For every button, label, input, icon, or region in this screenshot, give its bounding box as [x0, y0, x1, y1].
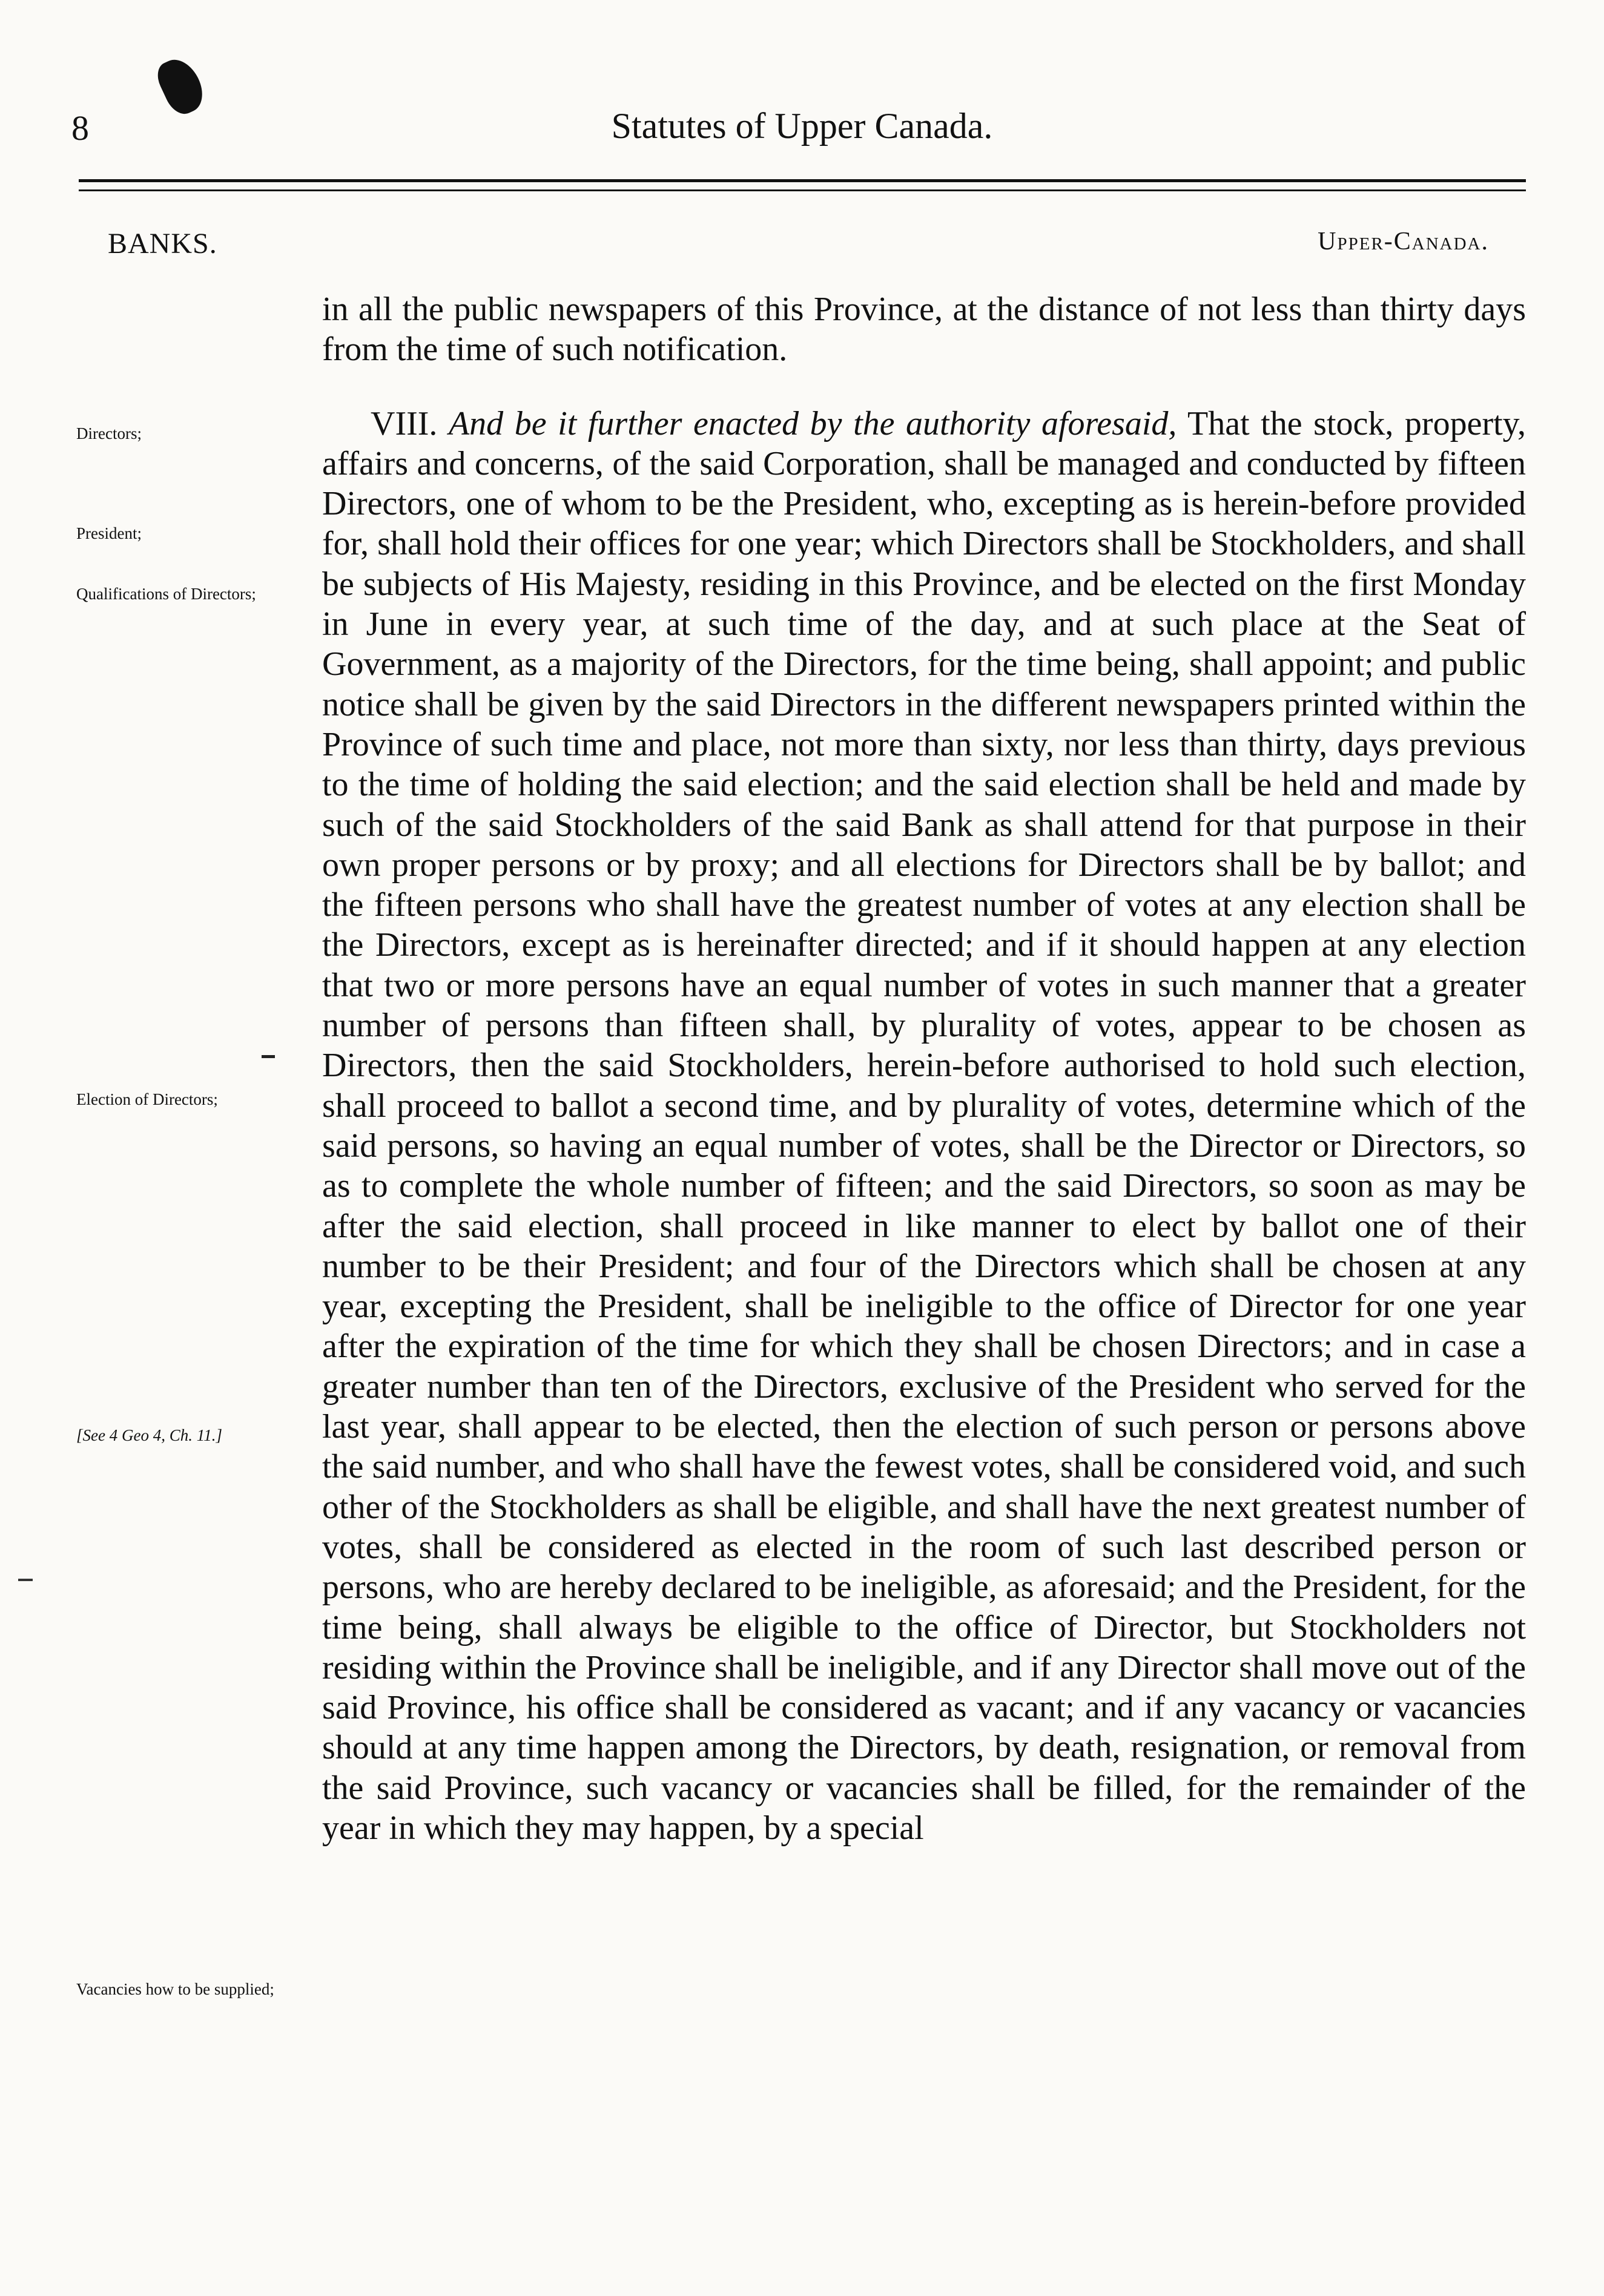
margin-note-president: President;: [76, 524, 142, 542]
margin-note-directors: Directors;: [76, 424, 142, 442]
margin-note-qualifications: Qualifications of Directors;: [76, 585, 256, 603]
statute-body: [322, 289, 1526, 1848]
enacting-clause: And be it further enacted by the authority aforesaid,: [448, 404, 1177, 442]
section-title-left: BANKS.: [108, 228, 217, 260]
margin-dash-mark: [262, 1055, 275, 1058]
running-title: Statutes of Upper Canada.: [611, 106, 993, 146]
paragraph-continuation: in all the public newspapers of this Province, at the distance of not less than thirty days from the time of such notification.: [322, 291, 1526, 369]
page-number: 8: [71, 108, 89, 148]
section-number: VIII.: [371, 404, 438, 442]
section-title-right: Upper-Canada.: [1318, 228, 1489, 255]
margin-note-vacancies: Vacancies how to be supplied;: [76, 1980, 274, 1998]
margin-dash-mark-left: [18, 1579, 33, 1581]
section-text: That the stock, property, affairs and concerns, of the said Corporation, shall be managed and conducted by fifteen Directors, one of whom to be the President, who, excepting as is herein-before provided for, shall hold their offices for one year; which Directors shall be Stockholders, and shall be subjects of His Majesty, residing in this Province, and be elected on the first Monday in June in every year, at such time of the day, and at such place at the Seat of Government, as a majority of the Directors, for the time being, shall appoint; and public notice shall be given by the said Directors in the different newspapers printed within the Province of such time and place, not more than sixty, nor less than thirty, days previous to the time of holding the said election; and the said election shall be held and made by such of the said Stockholders of the said Bank as shall attend for that purpose in their own proper persons or by proxy; and all elections for Directors shall be by ballot; and the fifteen persons who shall have the greatest number of votes at any election shall be the Directors, except as is hereinafter directed; and if it should happen at any election that two or more persons have an equal number of votes in such manner that a greater number of persons than fifteen shall, by plurality of votes, appear to be chosen as Directors, then the said Stockholders, herein-before authorised to hold such election, shall proceed to ballot a second time, and by plurality of votes, determine which of the said persons, so having an equal number of votes, shall be the Director or Directors, so as to complete the whole number of fifteen; and the said Directors, so soon as may be after the said election, shall proceed in like manner to elect by ballot one of their number to be their President; and four of the Directors which shall be chosen at any year, excepting the President, shall be ineligible to the office of Director for one year after the expiration of the time for which they shall be chosen Directors; and in case a greater number than ten of the Directors, exclusive of the President who served for the last year, shall appear to be elected, then the election of such person or persons above the said number, and who shall have the fewest votes, shall be considered void, and such other of the Stockholders as shall be eligible, and shall have the next greatest number of votes, shall be considered as elected in the room of such last described person or persons, who are hereby declared to be ineligible, as aforesaid; and the President, for the time being, shall always be eligible to the office of Director, but Stockholders not residing within the Province shall be ineligible, and if any Director shall move out of the said Province, his office shall be considered as vacant; and if any vacancy or vacancies should at any time happen among the Directors, by death, resignation, or removal from the said Province, such vacancy or vacancies shall be filled, for the remainder of the year in which they may happen, by a special: [322, 404, 1526, 1847]
margin-note-election: Election of Directors;: [76, 1090, 218, 1108]
header-rule-thin: [79, 189, 1526, 191]
header-rule-thick: [79, 179, 1526, 182]
margin-note-reference: [See 4 Geo 4, Ch. 11.]: [76, 1426, 222, 1444]
paragraph-section-viii: [322, 404, 1526, 1849]
